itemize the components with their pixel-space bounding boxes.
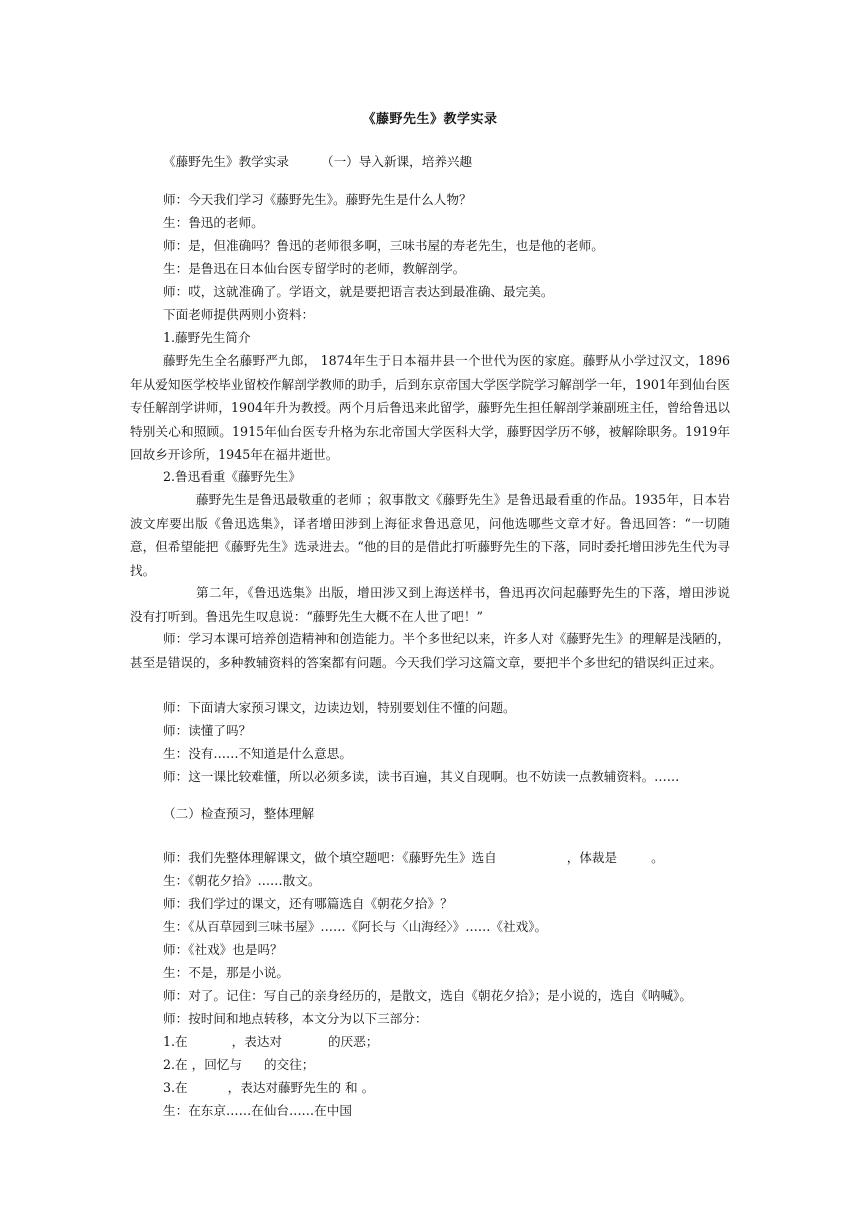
dialogue-line: 师：《社戏》也是吗？	[163, 942, 283, 957]
dialogue-line: 生：《朝花夕拾》……散文。	[163, 873, 321, 888]
dialogue-line: 师：对了。记住：写自己的亲身经历的，是散文，选自《朝花夕拾》；是小说的，选自《呐喊》。	[163, 988, 692, 1003]
material1-heading: 1.藤野先生简介	[163, 330, 251, 345]
dialogue-line: 生：《从百草园到三味书屋》……《阿长与〈山海经〉》……《社戏》。	[163, 919, 548, 934]
dialogue-line: 师：这一课比较难懂，所以必须多读，读书百遍，其义自现啊。也不妨读一点教辅资料。……	[163, 769, 680, 784]
material2-text1: 藤野先生是鲁迅最敬重的老师 ；叙事散文《藤野先生》是鲁迅最看重的作品。1935年，日本岩波文库要出版《鲁迅选集》，译者增田涉到上海征求鲁迅意见，问他选哪些文章才好。鲁迅回答：“一切随意，但希望能把《藤野先生》选录进去。“他的目的是借此打听藤野先生的下落，同时委托增田涉先生代为寻找。	[130, 492, 730, 578]
material-intro: 下面老师提供两则小资料：	[163, 307, 315, 322]
dialogue-line: 生：在东京……在仙台……在中国	[163, 1103, 352, 1118]
material2-heading: 2.鲁迅看重《藤野先生》	[163, 469, 301, 484]
dialogue-line: 生：不是，那是小说。	[163, 965, 289, 980]
material2-text2: 第二年，《鲁迅选集》出版，增田涉又到上海送样书，鲁迅再次问起藤野先生的下落，增田涉说没有打听到。鲁迅先生叹息说：“藤野先生大概不在人世了吧！”	[130, 585, 730, 624]
teacher-paragraph: 师：学习本课可培养创造精神和创造能力。半个多世纪以来，许多人对《藤野先生》的理解是浅陋的，甚至是错误的，多种教辅资料的答案都有问题。今天我们学习这篇文章，要把半个多世纪的错误纠正过来。	[130, 631, 730, 670]
part-3-a: 3.在	[163, 1080, 188, 1095]
dialogue-line: 师：读懂了吗？	[163, 723, 252, 738]
part-2	[163, 1053, 763, 1076]
subtitle-line	[163, 150, 763, 173]
part-1	[163, 1030, 763, 1053]
material1-text: 藤野先生全名藤野严九郎， 1874年生于日本福井县一个世代为医的家庭。藤野从小学过汉文，1896年从爱知医学校毕业留校作解剖学教师的助手，后到东京帝国大学医学院学习解剖学一年，1901年到仙台医专任解剖学讲师，1904年升为教授。两个月后鲁迅来此留学，藤野先生担任解剖学兼副班主任，曾给鲁迅以特别关心和照顾。1915年仙台医专升格为东北帝国大学医科大学，藤野因学历不够，被解除职务。1919年回故乡开诊所，1945年在福井逝世。	[130, 353, 730, 462]
section1-heading: （一）导入新课，培养兴趣	[320, 154, 473, 169]
fill-question	[163, 846, 763, 869]
part-2-a: 2.在 ，回忆与	[163, 1057, 242, 1072]
dialogue-line: 生：没有……不知道是什么意思。	[163, 746, 352, 761]
dialogue-line: 师：是，但准确吗？鲁迅的老师很多啊，三味书屋的寿老先生，也是他的老师。	[163, 238, 604, 253]
part-1-b: ，表达对	[231, 1034, 282, 1049]
section2-heading: （二）检查预习，整体理解	[163, 806, 315, 821]
dialogue-line: 师：我们学过的课文，还有哪篇选自《朝花夕拾》？	[163, 896, 453, 911]
document-title: 《藤野先生》教学实录	[362, 112, 498, 127]
fill-question-c: 。	[651, 850, 664, 865]
part-1-c: 的厌恶；	[328, 1034, 379, 1049]
part-2-b: 的交往；	[264, 1057, 315, 1072]
dialogue-line: 生：是鲁迅在日本仙台医专留学时的老师，教解剖学。	[163, 261, 466, 276]
part-1-a: 1.在	[163, 1034, 188, 1049]
fill-question-a: 师：我们先整体理解课文，做个填空题吧：《藤野先生》选自	[163, 850, 497, 865]
dialogue-line: 师：下面请大家预习课文，边读边划，特别要划住不懂的问题。	[163, 700, 516, 715]
dialogue-line: 师：按时间和地点转移，本文分为以下三部分：	[163, 1011, 428, 1026]
dialogue-line: 生：鲁迅的老师。	[163, 215, 264, 230]
part-3-b: ，表达对藤野先生的 和 。	[227, 1080, 375, 1095]
subtitle-left: 《藤野先生》教学实录	[163, 154, 289, 169]
part-3	[163, 1076, 763, 1099]
dialogue-line: 师：今天我们学习《藤野先生》。藤野先生是什么人物？	[163, 192, 472, 207]
fill-question-b: ，体裁是	[566, 850, 618, 865]
dialogue-line: 师：哎，这就准确了。学语文，就是要把语言表达到最准确、最完美。	[163, 284, 554, 299]
